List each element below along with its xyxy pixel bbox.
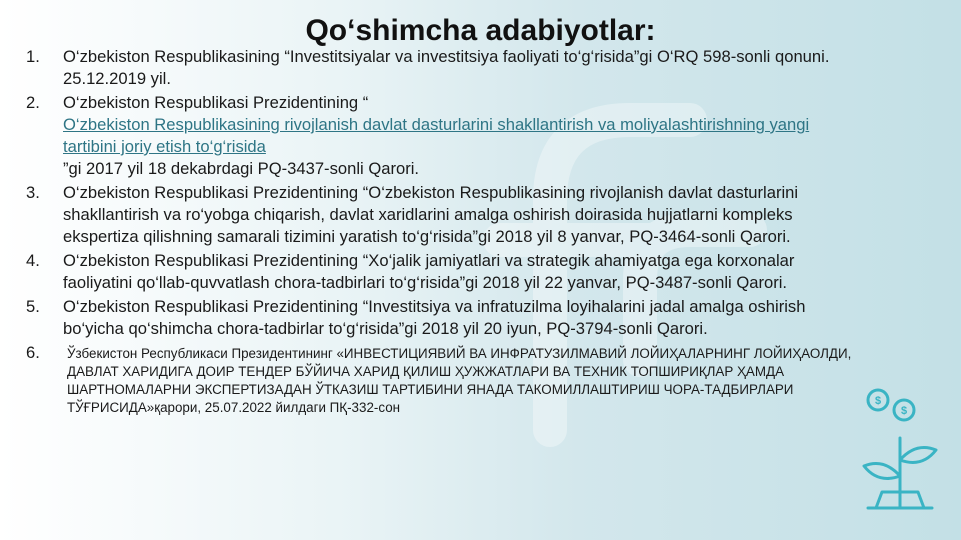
decree-link[interactable]: O‘zbekiston Respublikasining rivojlanish davlat dasturlarini shakllantirish va moliyalashtirishning yangi tartibini joriy etish to‘g‘risida [63, 115, 810, 156]
list-item [26, 250, 866, 294]
item-number: 1. [26, 47, 40, 66]
item-text: O‘zbekiston Respublikasi Prezidentining “ [63, 93, 369, 112]
item-number: 2. [26, 93, 40, 112]
item-text-tail: ”gi 2017 yil 18 dekabrdagi PQ-3437-sonli Qarori. [63, 159, 420, 178]
list-item [26, 182, 866, 248]
slide-title: Qo‘shimcha adabiyotlar: [305, 14, 656, 47]
svg-text:$: $ [900, 405, 908, 417]
item-text: O‘zbekiston Respublikasi Prezidentining “Xo‘jalik jamiyatlari va strategik ahamiyatga ega korxonalar faoliyatini qo‘llab-quvvatlash chora-tadbirlari to‘g‘risida”gi 2018 yil 22 yanvar, PQ-3487-sonli Qarori. [63, 251, 795, 292]
item-text: O‘zbekiston Respublikasining “Investitsiyalar va investitsiya faoliyati to‘g‘risida”gi O‘RQ 598-sonli qonuni. 25.12.2019 yil. [63, 47, 830, 88]
svg-text:$: $ [874, 395, 882, 407]
item-number: 4. [26, 251, 40, 270]
item-number: 6. [26, 343, 40, 362]
references-list [26, 46, 866, 419]
list-item [26, 46, 866, 90]
list-item [26, 342, 866, 417]
item-text: O‘zbekiston Respublikasi Prezidentining “Investitsiya va infratuzilma loyihalarini jadal amalga oshirish bo‘yicha qo‘shimcha chora-tadbirlar to‘g‘risida”gi 2018 yil 20 iyun, PQ-3794-sonli Qarori. [63, 297, 806, 338]
item-text: O‘zbekiston Respublikasi Prezidentining “O‘zbekiston Respublikasining rivojlanish davlat dasturlarini shakllantirish va ro‘yobga chiqarish, davlat xaridlarini amalga oshirish doirasida hujjatlarni kompleks ekspertiza qilishning samarali tizimini yaratish to‘g‘risida”gi 2018 yil 8 yanvar, PQ-3464-sonli Qarori. [63, 183, 799, 246]
list-item [26, 296, 866, 340]
item-number: 3. [26, 183, 40, 202]
list-item [26, 92, 866, 180]
plant-coins-icon [848, 380, 952, 520]
item-number: 5. [26, 297, 40, 316]
item-text: Ўзбекистон Республикаси Президентининг «ИНВЕСТИЦИЯВИЙ ВА ИНФРАТУЗИЛМАВИЙ ЛОЙИҲАЛАРНИНГ ЛОЙИҲАОЛДИ, ДАВЛАТ ХАРИДИГА ДОИР ТЕНДЕР БЎЙИЧА ХАРИД ҚИЛИШ ҲУЖЖАТЛАРИ ВА ТЕХНИК ТОПШИРИҚЛАР ҲАМДА ШАРТНОМАЛАРНИ ЭКСПЕРТИЗАДАН ЎТКАЗИШ ТАРТИБИНИ ЯНАДА ТАКОМИЛЛАШТИРИШ ЧОРА-ТАДБИРЛАРИ ТЎҒРИСИДА»қарори, 25.07.2022 йилдаги ПҚ-332-сон [67, 346, 852, 415]
